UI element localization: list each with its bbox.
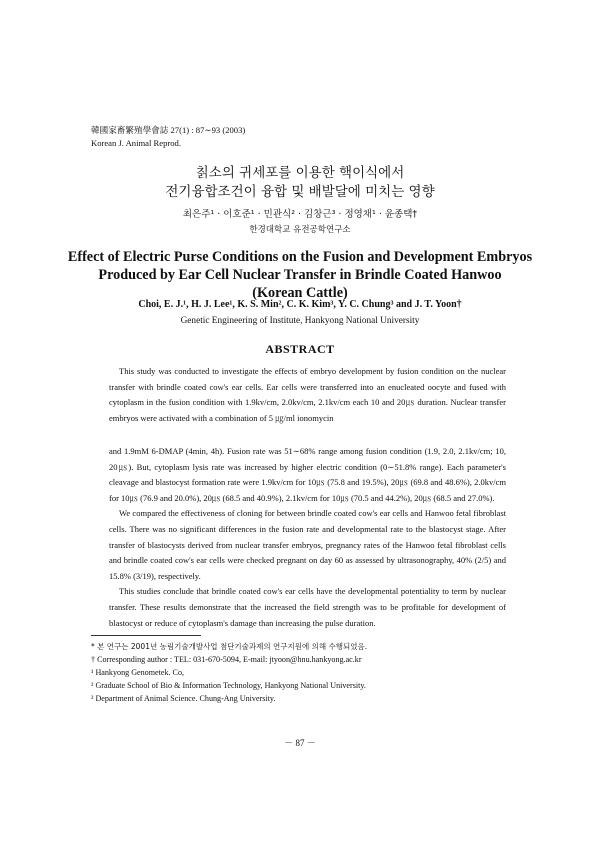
abstract-scan-strip-upper	[109, 364, 506, 432]
abstract-paragraph-2: We compared the effectiveness of cloning for between brindle coated cow's ear cells and Hanwoo fetal fibroblast cells. There was no significant differences in the fusion rate and developmental rate to the blastocyst stage. After transfer of blastocysts derived from nuclear transfer embryos, pregnancy rates of the Hanwoo fetal fibroblast cells and brindle coated cow's ear cells were checked pregnant on day 60 as assessed by ultrasonography, 40% (2/5) and 15.8% (3/19), respectively.	[109, 508, 506, 581]
abstract-paragraph-1: This study was conducted to investigate the effects of embryo development by fusion condition on the nuclear transfer with brindle coated cow's ear cells. Ear cells were transferred into an enucleated oocyte and fused with cytoplasm in the fusion condition with 1.9kv/cm, 2.0kv/cm, 2.1kv/cm each 10 and 20㎲ duration. Nuclear transfer embryos were activated with a combination of 5 ㎍/ml ionomycin	[109, 366, 506, 423]
footnote-affiliation-1: ¹ Hankyong Genometek. Co,	[91, 668, 185, 677]
korean-authors: 최은주¹ · 이호준¹ · 민관식² · 김창근³ · 정영채¹ · 윤종택†	[182, 209, 418, 220]
korean-title-line-1: 칡소의 귀세포를 이용한 핵이식에서	[195, 165, 405, 181]
page-number: － 87 －	[284, 738, 316, 748]
abstract-paragraph-3: This studies conclude that brindle coated cow's ear cells have the developmental potentiality to term by nuclear transfer. These results demonstrate that the increased the field strength was to be profitable for development of blastocyst or reduce of cytoplasm's damage than increasing the pulse duration.	[109, 586, 506, 628]
english-title-line-1: Effect of Electric Purse Conditions on the Fusion and Development Embryos	[67, 249, 533, 265]
journal-citation	[91, 124, 245, 150]
english-authors: Choi, E. J.¹, H. J. Lee¹, K. S. Min², C. K. Kim³, Y. C. Chung³ and J. T. Yoon†	[138, 299, 462, 310]
korean-affiliation: 한경대학교 유전공학연구소	[249, 225, 351, 235]
english-affiliation: Genetic Engineering of Institute, Hankyong National University	[180, 316, 420, 326]
abstract-paragraph-1-continued: and 1.9mM 6-DMAP (4min, 4h). Fusion rate was 51∼68% range among fusion condition (1.9, 2.0, 2.1kv/cm; 10, 20㎲). But, cytoplasm lysis rate was increased by higher electric condition (0∼51.8% range). Each parameter's cleavage and blastocyst formation rate were 1.9kv/cm for 10㎲ (75.8 and 19.5%), 20㎲ (69.8 and 48.6%), 2.0kv/cm for 10㎲ (76.9 and 20.0%), 20㎲ (68.5 and 40.9%), 2.1kv/cm for 10㎲ (70.5 and 44.2%), 20㎲ (68.5 and 27.0%).	[109, 446, 506, 503]
english-title-line-2: Produced by Ear Cell Nuclear Transfer in Brindle Coated Hanwoo	[98, 267, 502, 283]
footnote-affiliation-3: ³ Department of Animal Science. Chung-Ang University.	[91, 694, 276, 703]
abstract-body	[109, 364, 506, 631]
journal-citation-english: Korean J. Animal Reprod.	[91, 138, 181, 148]
journal-citation-korean: 韓國家畜繁殖學會誌 27(1) : 87∼93 (2003)	[91, 125, 246, 135]
english-title-line-3: (Korean Cattle)	[252, 285, 348, 301]
footnote-affiliation-2: ² Graduate School of Bio & Information Technology, Hankyong National University.	[91, 681, 366, 690]
abstract-heading: ABSTRACT	[265, 342, 335, 356]
footnote-divider	[91, 635, 201, 636]
footnote-funding: * 본 연구는 2001년 농림기술개발사업 첨단기술과제의 연구지원에 의해 수행되었음.	[91, 642, 368, 651]
korean-title-line-2: 전기융합조건이 융합 및 배발달에 미치는 영향	[165, 184, 435, 200]
footnotes	[91, 640, 367, 705]
scan-seam	[109, 432, 506, 444]
footnote-corresponding-author: † Corresponding author : TEL: 031-670-5094, E-mail: jtyoon@hnu.hankyong.ac.kr	[91, 655, 362, 664]
